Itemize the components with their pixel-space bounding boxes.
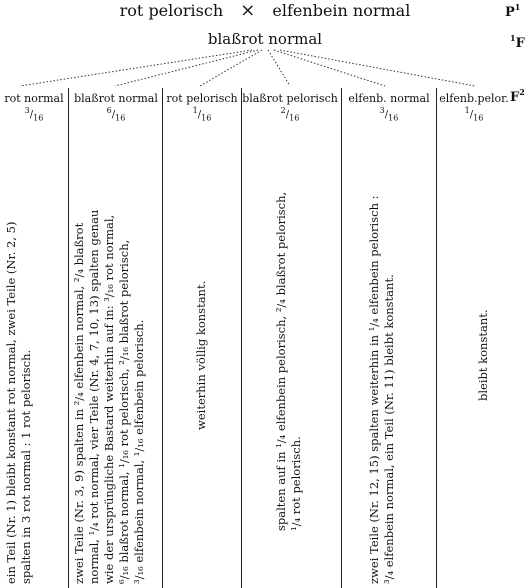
cross-symbol: × [240, 0, 256, 21]
col-fraction-elfenbein-pelorisch: $^1/_{16}$ [464, 106, 484, 123]
col-fraction-blassrot-pelorisch: $^2/_{16}$ [280, 106, 300, 123]
branch-lines [0, 0, 530, 100]
col-text-rot-normal [4, 222, 34, 584]
generation-f1-label: $^1$F [510, 33, 525, 51]
col-text-rot-pelorisch [194, 280, 209, 429]
col-fraction-elfenbein-normal: $^3/_{16}$ [379, 106, 399, 123]
col-header-rot-pelorisch: rot pelorisch [166, 92, 238, 105]
col-text-line: zwei Teile (Nr. 3, 9) spalten in ²/₄ elfenbein normal, ²/₄ blaßrot [72, 222, 86, 584]
branch-line-3 [200, 50, 262, 86]
branch-line-1 [20, 50, 252, 86]
col-text-line: normal, ¹/₄ rot normal, vier Teile (Nr. 4, 7, 10, 13) spalten genau [87, 209, 101, 584]
branch-line-4 [268, 50, 290, 86]
col-header-blassrot-normal: blaßrot normal [74, 92, 158, 105]
column-divider [341, 88, 342, 588]
col-text-line: ¹/₄ rot pelorisch. [289, 435, 303, 531]
branch-line-6 [280, 50, 475, 86]
col-text-line: weiterhin völlig konstant. [194, 280, 208, 430]
col-text-blassrot-normal [72, 210, 147, 584]
col-text-line: ein Teil (Nr. 1) bleibt konstant rot normal, zwei Teile (Nr. 2, 5) [4, 221, 18, 584]
column-divider [68, 88, 69, 588]
col-fraction-blassrot-normal: $^6/_{16}$ [106, 106, 126, 123]
col-header-elfenbein-pelorisch: elfenb.pelor. [439, 92, 509, 105]
col-text-blassrot-pelorisch [274, 191, 304, 530]
col-text-line: ⁶/₁₆ blaßrot normal, ¹/₁₆ rot pelorisch, ²/₁₆ blaßrot pelorisch, [117, 239, 131, 584]
col-text-line: spalten in 3 rot normal : 1 rot pelorisch. [19, 349, 33, 584]
generation-p-label: $P^1$ [505, 2, 521, 20]
col-text-line: zwei Teile (Nr. 12, 15) spalten weiterhin in ¹/₄ elfenbein pelorisch : [367, 195, 381, 584]
col-header-rot-normal: rot normal [4, 92, 64, 105]
col-text-elfenbein-normal [367, 195, 397, 584]
col-text-line: spalten auf in ¹/₄ elfenbein pelorisch, ²/₄ blaßrot pelorisch, [274, 191, 288, 531]
column-divider [162, 88, 163, 588]
col-text-line: wie der ursprüngliche Bastard weiterhin auf in: ³/₁₆ rot normal, [102, 214, 116, 584]
column-divider [241, 88, 242, 588]
col-header-blassrot-pelorisch: blaßrot pelorisch [242, 92, 338, 105]
col-text-line: ³/₄ elfenbein normal, ein Teil (Nr. 11) bleibt konstant. [382, 274, 396, 584]
col-text-line: bleibt konstant. [476, 309, 490, 401]
branch-line-5 [274, 50, 385, 86]
parent-left: rot pelorisch [119, 1, 224, 20]
col-header-elfenbein-normal: elfenb. normal [348, 92, 430, 105]
generation-f2-label: $F^2$ [510, 87, 525, 105]
column-divider [436, 88, 437, 588]
col-text-elfenbein-pelorisch [476, 309, 491, 401]
f1-hybrid: blaßrot normal [207, 30, 323, 48]
col-fraction-rot-normal: $^3/_{16}$ [24, 106, 44, 123]
col-fraction-rot-pelorisch: $^1/_{16}$ [192, 106, 212, 123]
col-text-line: ³/₁₆ elfenbein normal, ¹/₁₆ elfenbein pelorisch. [132, 319, 146, 584]
parent-right: elfenbein normal [272, 1, 411, 20]
